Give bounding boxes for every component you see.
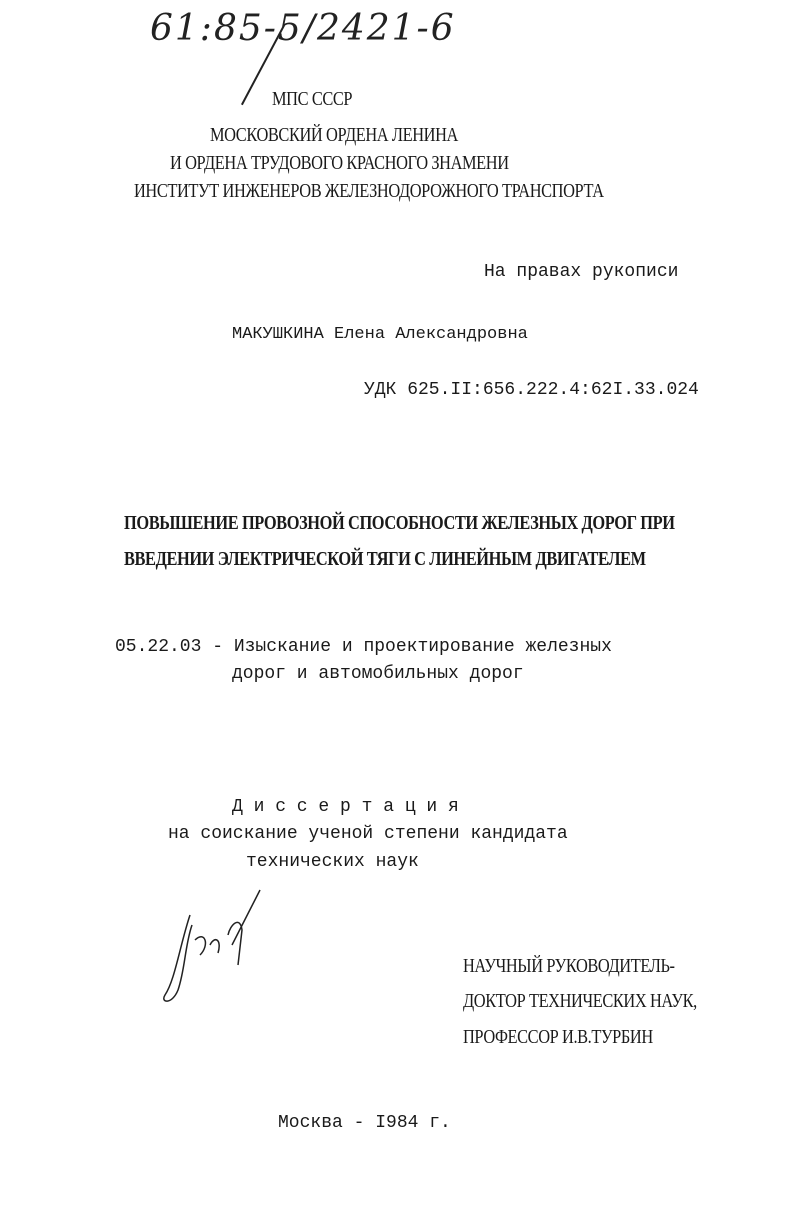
title-line-1: ПОВЫШЕНИЕ ПРОВОЗНОЙ СПОСОБНОСТИ ЖЕЛЕЗНЫХ ДОРОГ ПРИ <box>124 512 675 534</box>
ministry: МПС СССР <box>272 88 353 110</box>
supervisor-line-1: НАУЧНЫЙ РУКОВОДИТЕЛЬ- <box>463 955 675 977</box>
institute-line-1: МОСКОВСКИЙ ОРДЕНА ЛЕНИНА <box>210 124 458 146</box>
manuscript-note: На правах рукописи <box>484 262 679 282</box>
title-line-2: ВВЕДЕНИИ ЭЛЕКТРИЧЕСКОЙ ТЯГИ С ЛИНЕЙНЫМ ДВИГАТЕЛЕМ <box>124 548 646 570</box>
signature <box>150 885 280 1015</box>
supervisor-line-3: ПРОФЕССОР И.В.ТУРБИН <box>463 1026 653 1048</box>
udc-code: УДК 625.II:656.222.4:62I.33.024 <box>364 380 699 400</box>
handwritten-archive-number: 61:85-5/2421-6 <box>150 8 456 49</box>
degree-line-2: технических наук <box>246 852 419 872</box>
institute-line-3: ИНСТИТУТ ИНЖЕНЕРОВ ЖЕЛЕЗНОДОРОЖНОГО ТРАНСПОРТА <box>134 180 604 202</box>
institute-line-2: И ОРДЕНА ТРУДОВОГО КРАСНОГО ЗНАМЕНИ <box>170 152 509 174</box>
degree-line-1: на соискание ученой степени кандидата <box>168 824 568 844</box>
specialty-line-1: 05.22.03 - Изыскание и проектирование железных <box>115 637 612 657</box>
author-name: МАКУШКИНА Елена Александровна <box>232 325 528 344</box>
dissertation-label: Д и с с е р т а ц и я <box>232 797 459 817</box>
supervisor-line-2: ДОКТОР ТЕХНИЧЕСКИХ НАУК, <box>463 990 697 1012</box>
specialty-line-2: дорог и автомобильных дорог <box>232 664 524 684</box>
city-year: Москва - I984 г. <box>278 1113 451 1133</box>
